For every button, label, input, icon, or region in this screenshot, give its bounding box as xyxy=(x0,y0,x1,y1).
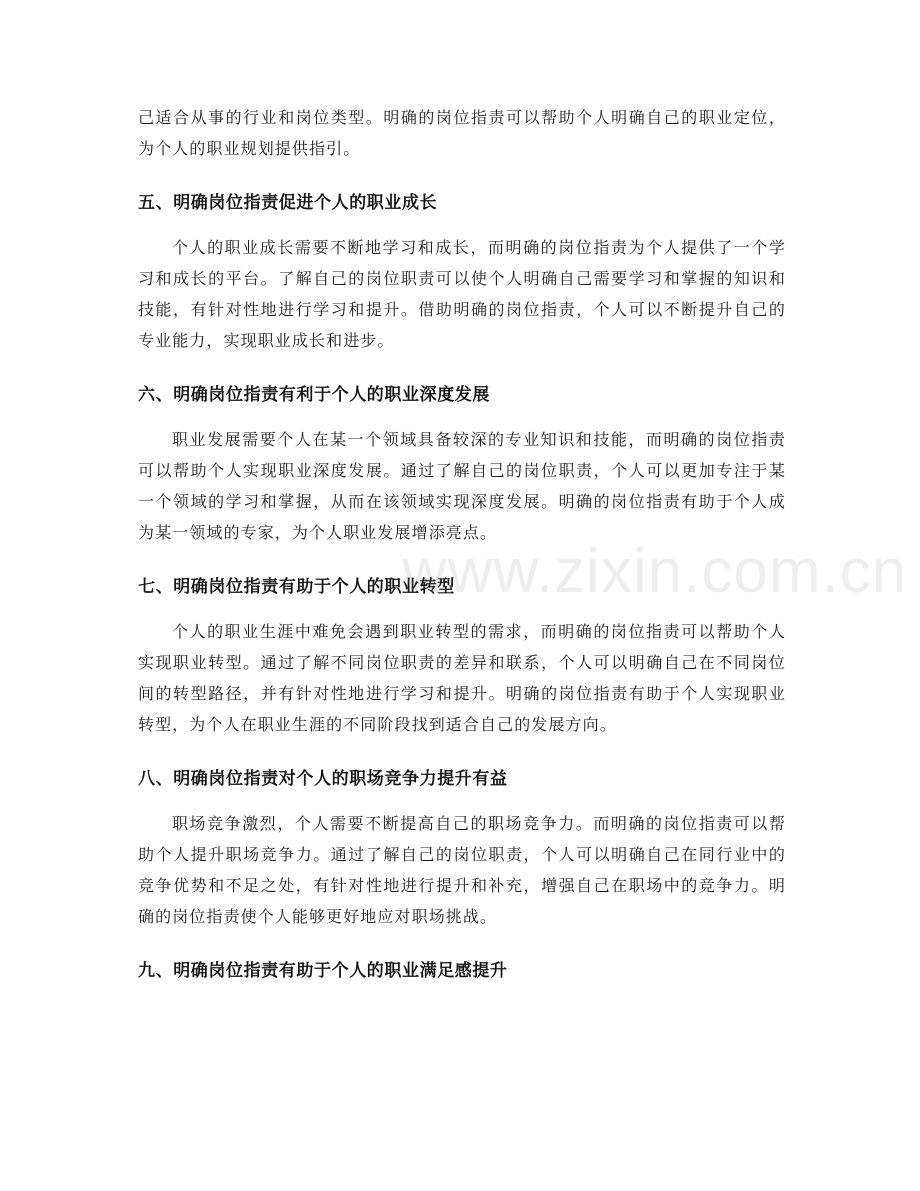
section-heading-5: 五、明确岗位指责促进个人的职业成长 xyxy=(138,193,438,213)
section-body-5: 个人的职业成长需要不断地学习和成长，而明确的岗位指责为个人提供了一个学习和成长的平台。了解自己的岗位职责可以使个人明确自己需要学习和掌握的知识和技能，有针对性地进行学习和提升。借助明确的岗位指责，个人可以不断提升自己的专业能力，实现职业成长和进步。 xyxy=(138,238,786,350)
watermark: www.zixin.com.cn xyxy=(402,537,908,606)
intro-paragraph: 己适合从事的行业和岗位类型。明确的岗位指责可以帮助个人明确自己的职业定位，为个人的职业规划提供指引。 xyxy=(138,108,786,158)
section-body-7: 个人的职业生涯中难免会遇到职业转型的需求，而明确的岗位指责可以帮助个人实现职业转型。通过了解不同岗位职责的差异和联系，个人可以明确自己在不同岗位间的转型路径，并有针对性地进行学习和提升。明确的岗位指责有助于个人实现职业转型，为个人在职业生涯的不同阶段找到适合自己的发展方向。 xyxy=(138,622,786,734)
section-heading-9: 九、明确岗位指责有助于个人的职业满足感提升 xyxy=(138,961,508,981)
section-heading-6: 六、明确岗位指责有利于个人的职业深度发展 xyxy=(138,385,490,405)
section-body-8: 职场竞争激烈，个人需要不断提高自己的职场竞争力。而明确的岗位指责可以帮助个人提升职场竞争力。通过了解自己的岗位职责，个人可以明确自己在同行业中的竞争优势和不足之处，有针对性地进行提升和补充，增强自己在职场中的竞争力。明确的岗位指责使个人能够更好地应对职场挑战。 xyxy=(138,814,786,926)
section-body-6: 职业发展需要个人在某一个领域具备较深的专业知识和技能，而明确的岗位指责可以帮助个人实现职业深度发展。通过了解自己的岗位职责，个人可以更加专注于某一个领域的学习和掌握，从而在该领域实现深度发展。明确的岗位指责有助于个人成为某一领域的专家，为个人职业发展增添亮点。 xyxy=(138,430,786,542)
section-heading-8: 八、明确岗位指责对个人的职场竞争力提升有益 xyxy=(138,769,508,789)
section-heading-7: 七、明确岗位指责有助于个人的职业转型 xyxy=(138,577,455,597)
